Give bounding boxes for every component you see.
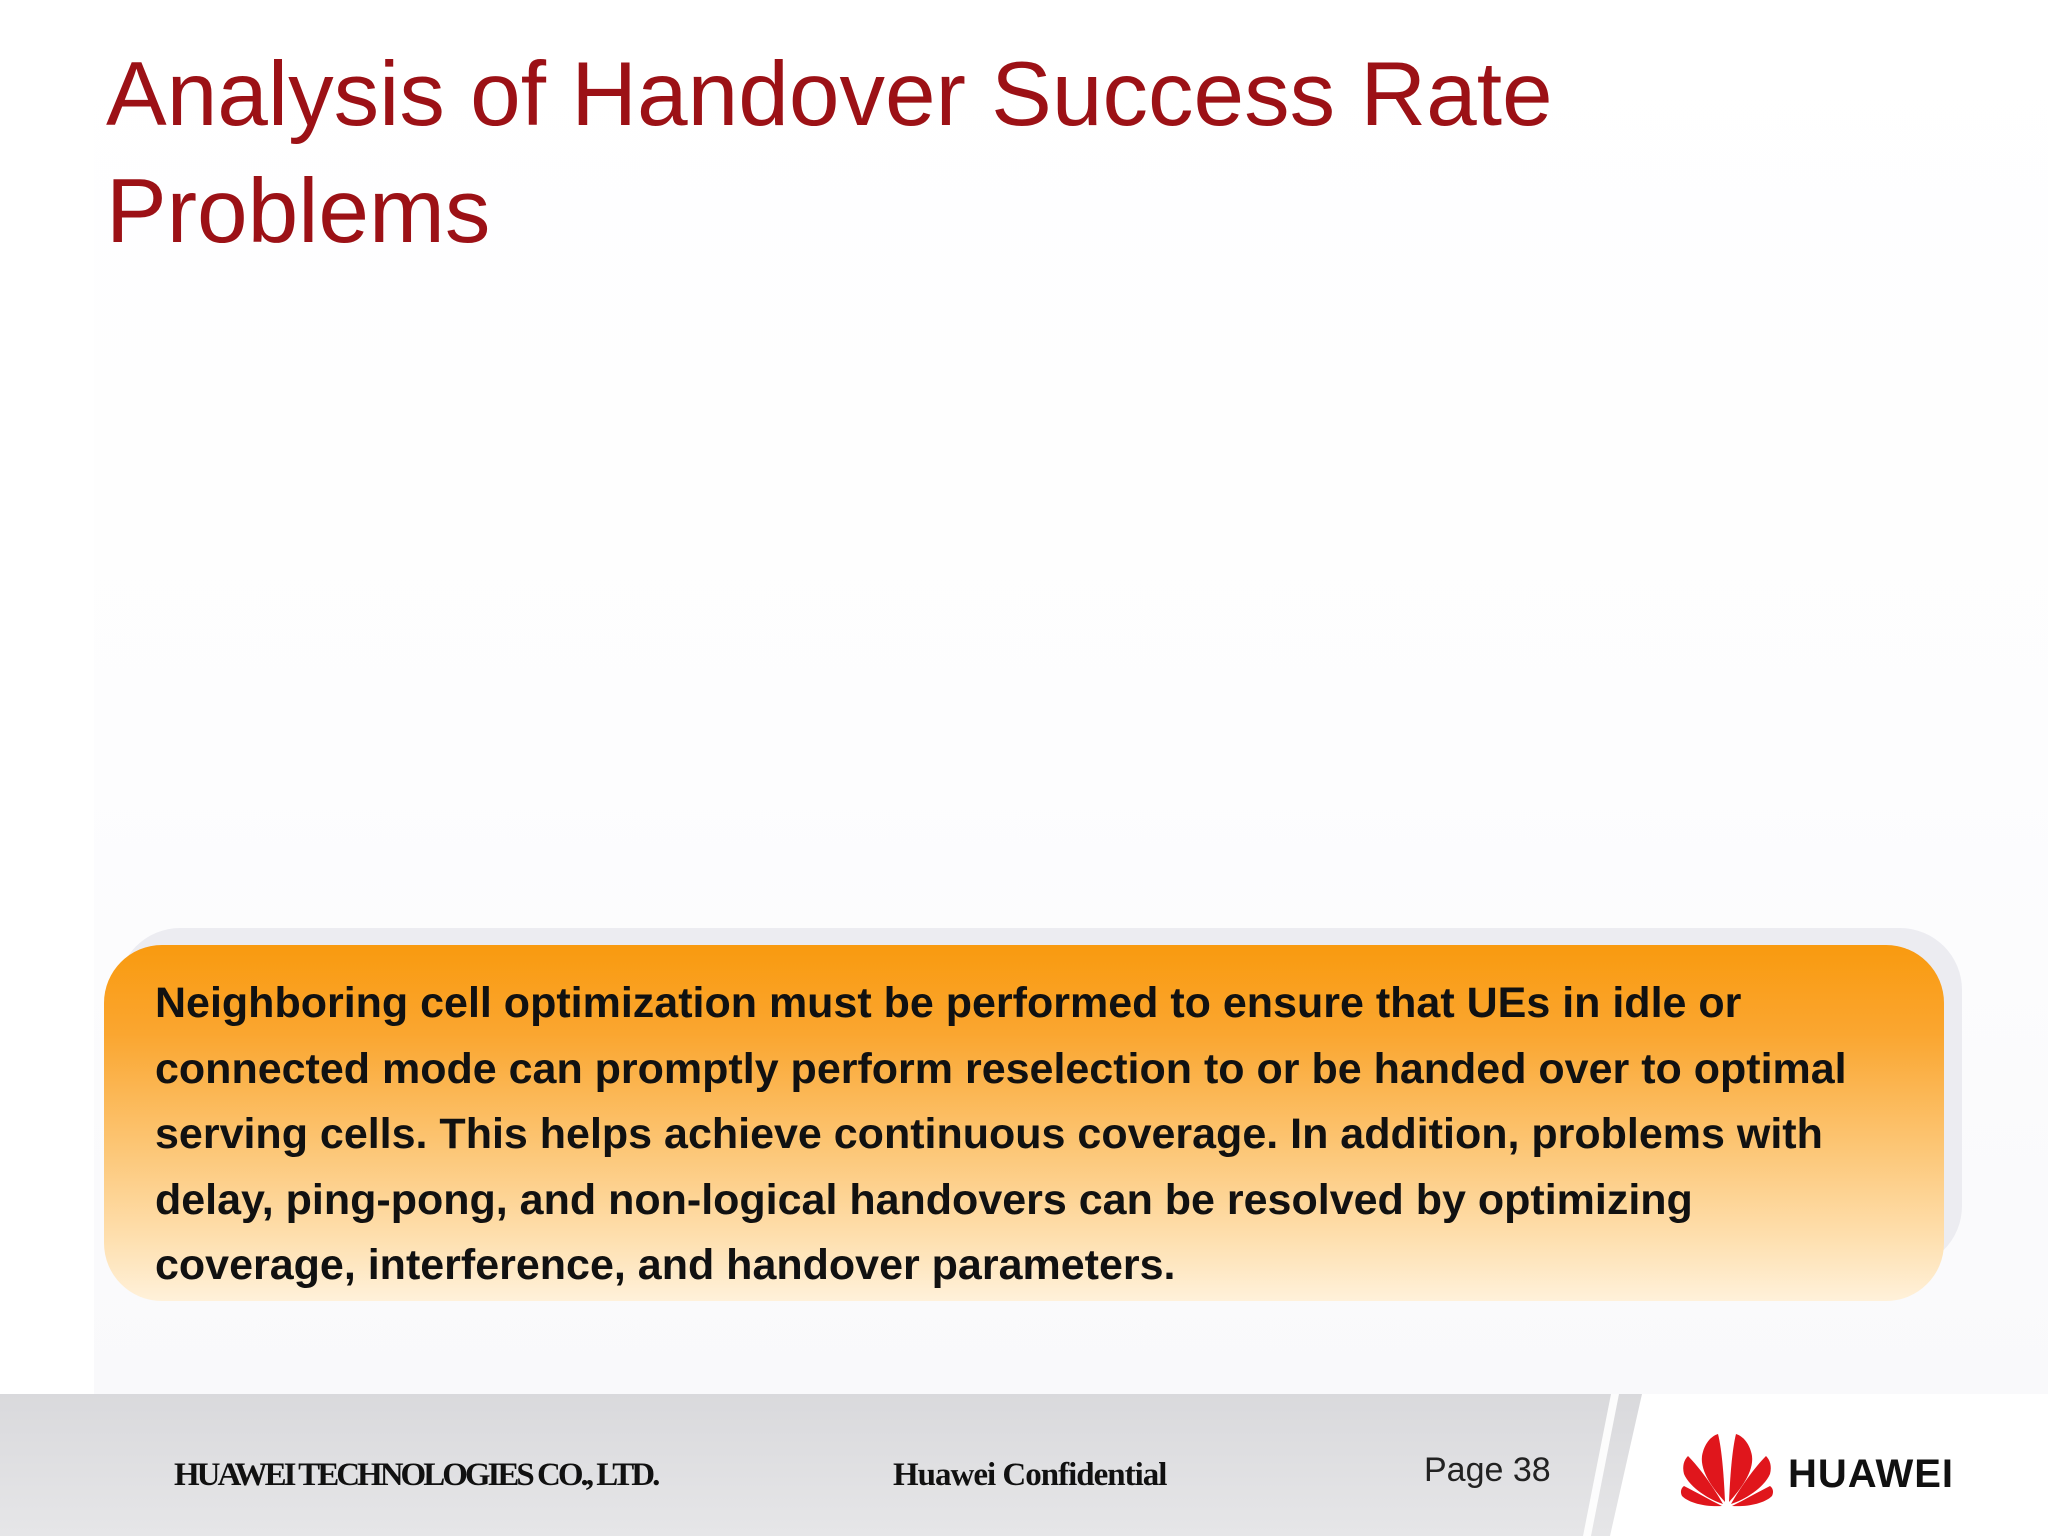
huawei-flower-logo-icon (1680, 1430, 1774, 1510)
summary-callout (104, 945, 1944, 1301)
page-number: Page 38 (1424, 1451, 1551, 1489)
confidentiality-label: Huawei Confidential (893, 1457, 1167, 1493)
logo-wordmark: HUAWEI (1788, 1452, 1954, 1496)
callout-text: Neighboring cell optimization must be performed to ensure that UEs in idle or connected mode can promptly perform reselection to or be handed over to optimal serving cells. This helps achieve continuous coverage. In addition, problems with delay, ping-pong, and non-logical handovers can be resolved by optimizing coverage, interference, and handover parameters. (155, 979, 1847, 1289)
slide-title: Analysis of Handover Success Rate Problems (106, 44, 1553, 262)
huawei-logo (1680, 1430, 1980, 1510)
company-name: HUAWEI TECHNOLOGIES CO., LTD. (174, 1457, 658, 1493)
